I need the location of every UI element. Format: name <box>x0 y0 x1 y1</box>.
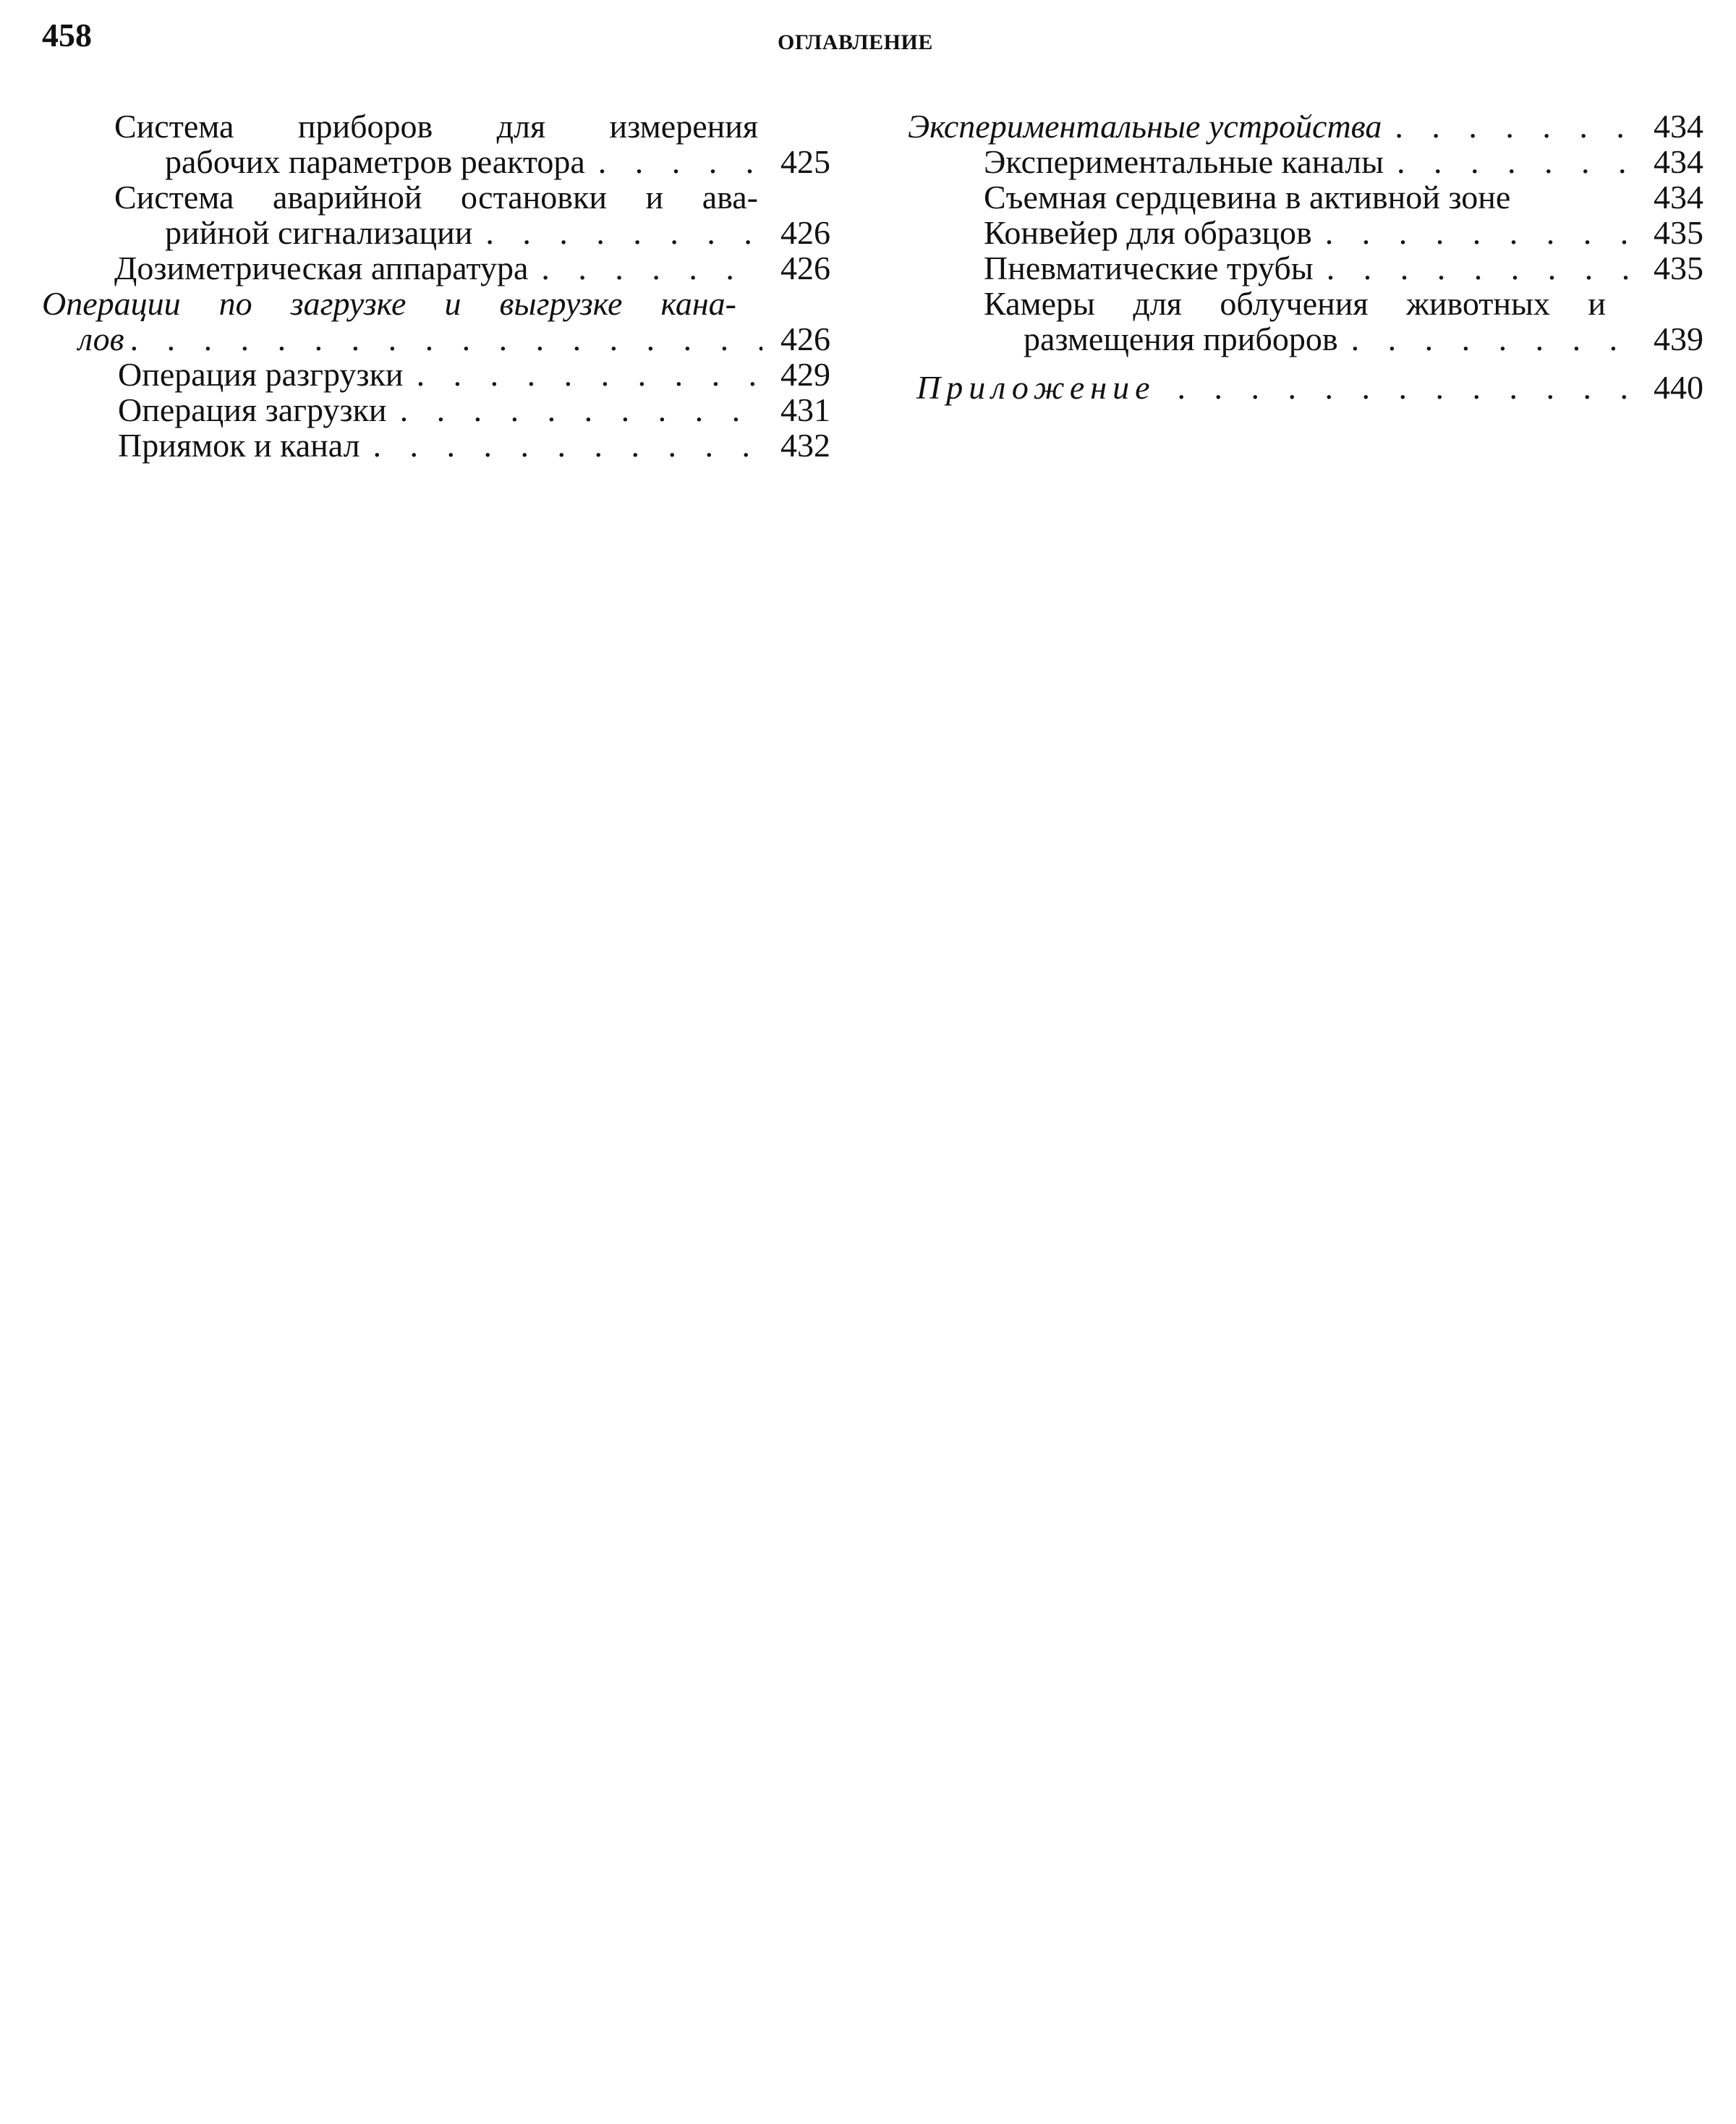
toc-entry <box>42 109 830 179</box>
toc-section-title: Операции по загрузке и выгрузке кана- <box>42 285 736 322</box>
toc-entry <box>908 250 1703 286</box>
toc-page-number: 432 <box>780 427 830 464</box>
toc-page-number: 435 <box>1654 250 1703 286</box>
toc-entry-title: Операция загрузки <box>118 391 387 428</box>
leader-dots <box>130 321 762 357</box>
toc-entry <box>42 392 830 428</box>
leader-dots <box>373 428 762 463</box>
toc-left-column <box>42 109 830 463</box>
toc-entry-title-continued: размещения приборов <box>1024 320 1338 357</box>
toc-page-number: 426 <box>780 214 830 251</box>
toc-section-title-continued: лов <box>78 320 124 357</box>
leader-dots <box>1351 321 1635 357</box>
toc-entry-title: Операция разгрузки <box>118 356 404 393</box>
toc-section-entry <box>908 370 1703 405</box>
toc-entry-title: Конвейер для образцов <box>984 214 1312 251</box>
toc-page-number: 426 <box>780 250 830 286</box>
toc-entry-title: Приямок и канал <box>118 427 360 464</box>
leader-dots <box>1397 144 1635 179</box>
toc-page-number: 426 <box>780 320 830 357</box>
toc-page-number: 440 <box>1654 369 1703 406</box>
toc-page-number: 434 <box>1654 143 1703 180</box>
leader-dots <box>417 357 762 392</box>
toc-entry-title: Дозиметрическая аппаратура <box>114 250 529 286</box>
toc-entry-title: Пневматические трубы <box>984 250 1314 286</box>
toc-entry <box>908 179 1703 215</box>
toc-entry-title: Съемная сердцевина в активной зоне <box>984 179 1511 216</box>
toc-entry <box>908 286 1703 357</box>
leader-dots <box>1325 215 1635 250</box>
toc-entry <box>42 357 830 392</box>
toc-entry <box>908 215 1703 250</box>
toc-entry-title: Экспериментальные каналы <box>984 143 1384 180</box>
toc-entry-title-continued: рийной сигнализации <box>165 214 473 251</box>
toc-section-title: Приложение <box>916 369 1156 406</box>
toc-entry <box>908 144 1703 179</box>
toc-right-column <box>908 109 1703 405</box>
toc-entry-title: Система приборов для измерения <box>114 108 758 145</box>
toc-page-number: 425 <box>780 143 830 180</box>
toc-section-entry <box>42 286 830 357</box>
toc-section-entry <box>908 109 1703 144</box>
leader-dots <box>598 144 762 179</box>
leader-dots <box>1395 109 1635 144</box>
toc-page-number: 435 <box>1654 214 1703 251</box>
leader-dots <box>1178 370 1635 405</box>
toc-entry-title-continued: рабочих параметров реактора <box>165 143 585 180</box>
toc-section-title: Экспериментальные устройства <box>908 108 1382 145</box>
running-title: ОГЛАВЛЕНИЕ <box>778 30 933 54</box>
toc-entry-title: Система аварийной остановки и ава- <box>114 179 758 216</box>
toc-page-number: 434 <box>1654 108 1703 145</box>
leader-dots <box>400 392 762 428</box>
page-number: 458 <box>42 17 92 54</box>
toc-entry <box>42 250 830 286</box>
leader-dots <box>485 215 762 250</box>
toc-page-number: 439 <box>1654 320 1703 357</box>
leader-dots <box>541 250 762 286</box>
toc-page-number: 431 <box>780 391 830 428</box>
toc-entry-title: Камеры для облучения животных и <box>984 285 1606 322</box>
toc-entry <box>42 179 830 250</box>
toc-page-number: 434 <box>1654 179 1703 216</box>
toc-entry <box>42 428 830 463</box>
leader-dots <box>1327 250 1635 286</box>
toc-page-number: 429 <box>780 356 830 393</box>
